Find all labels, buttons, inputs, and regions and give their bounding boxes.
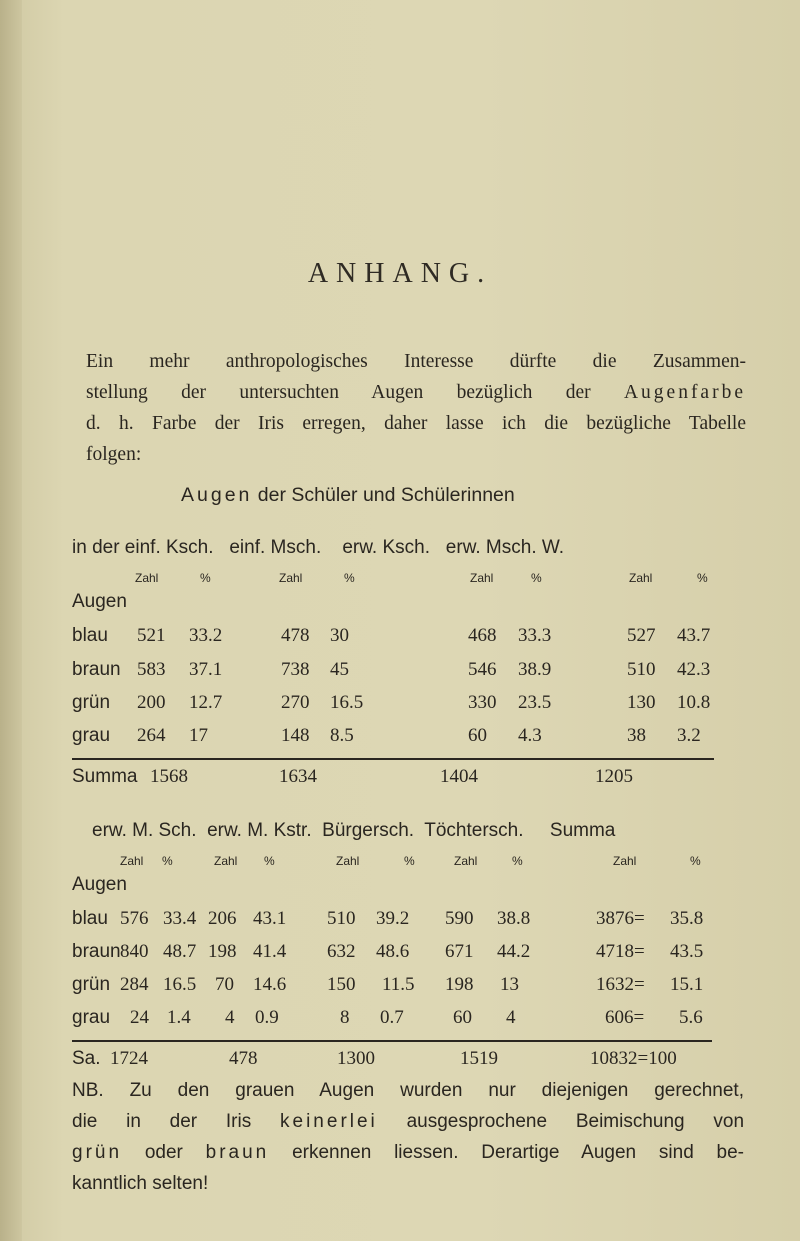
cell: 30 [330, 625, 349, 646]
intro-spaced-word: Augenfarbe [623, 382, 746, 403]
cell: 583 [137, 659, 166, 680]
cell: 150 [327, 974, 356, 995]
cell: 510 [627, 659, 656, 680]
cell: 264 [137, 725, 166, 746]
note-spaced-braun: braun [205, 1142, 270, 1163]
cell: 11.5 [382, 974, 415, 995]
cell: 4 [225, 1007, 235, 1028]
summa-value: 1404 [440, 766, 478, 787]
cell: 16.5 [330, 692, 364, 713]
row-label: grün [72, 974, 111, 995]
note-line-4: kanntlich selten! [72, 1173, 209, 1194]
cell: 15.1 [670, 974, 704, 995]
table2-sub-zahl-2: Zahl [214, 854, 238, 868]
cell: 33.2 [189, 625, 223, 646]
intro-line-1: Ein mehr anthropologisches Interesse dürfte die Zusammen- [86, 351, 746, 372]
table2-sum-rule [72, 1040, 712, 1042]
cell: 44.2 [497, 941, 531, 962]
table2-sub-pct-3: % [404, 854, 415, 868]
sa-value: 1519 [460, 1048, 498, 1069]
summa-value: 1634 [279, 766, 317, 787]
cell: 43.7 [677, 625, 711, 646]
note-line-2-text: die in der Iris [72, 1111, 252, 1132]
cell: 468 [468, 625, 497, 646]
table1-header: in der einf. Ksch. einf. Msch. erw. Ksch. erw. Msch. W. [72, 537, 565, 558]
intro-line-4: folgen: [86, 444, 142, 465]
cell: 206 [208, 908, 237, 929]
row-label: grau [72, 725, 111, 746]
cell: 270 [281, 692, 310, 713]
table2-header: erw. M. Sch. erw. M. Kstr. Bürgersch. Töchtersch. Summa [92, 820, 616, 841]
table1-sub-pct-4: % [697, 571, 708, 585]
cell: 5.6 [679, 1007, 703, 1028]
cell: 8.5 [330, 725, 354, 746]
cell: 48.6 [376, 941, 410, 962]
book-spine-shadow [0, 0, 22, 1241]
intro-line-3: d. h. Farbe der Iris erregen, daher lasse ich die bezügliche Tabelle [86, 413, 746, 434]
sa-label: Sa. [72, 1048, 101, 1069]
cell: 41.4 [253, 941, 287, 962]
sa-value: 478 [229, 1048, 258, 1069]
table1-sub-pct-3: % [531, 571, 542, 585]
intro-line-2 [86, 377, 746, 408]
row-label: blau [72, 625, 108, 646]
cell: 43.1 [253, 908, 287, 929]
table-title-spaced: Augen [181, 484, 253, 506]
cell: 3876= [596, 908, 645, 929]
cell: 521 [137, 625, 166, 646]
cell: 16.5 [163, 974, 197, 995]
table2-sub-zahl-4: Zahl [454, 854, 478, 868]
summa-label: Summa [72, 766, 138, 787]
note-paragraph [72, 1075, 744, 1199]
cell: 4.3 [518, 725, 542, 746]
table1-sub-pct-2: % [344, 571, 355, 585]
note-spaced-gruen: grün [72, 1142, 123, 1163]
cell: 48.7 [163, 941, 197, 962]
table2-sub-pct-5: % [690, 854, 701, 868]
intro-line-2-text: stellung der untersuchten Augen bezüglich der [86, 382, 591, 403]
cell: 478 [281, 625, 310, 646]
cell: 0.9 [255, 1007, 279, 1028]
sa-value: 1724 [110, 1048, 148, 1069]
note-line-3-oder: oder [144, 1142, 183, 1163]
table1-sub-zahl-3: Zahl [470, 571, 494, 585]
note-spaced-keinerlei: keinerlei [280, 1111, 378, 1132]
cell: 23.5 [518, 692, 552, 713]
cell: 738 [281, 659, 310, 680]
cell: 546 [468, 659, 497, 680]
table1-sum-rule [72, 758, 714, 760]
row-label: grün [72, 692, 111, 713]
cell: 130 [627, 692, 656, 713]
cell: 671 [445, 941, 474, 962]
cell: 200 [137, 692, 166, 713]
cell: 840 [120, 941, 149, 962]
table2-sub-pct-4: % [512, 854, 523, 868]
row-label: braun [72, 941, 121, 962]
cell: 4 [506, 1007, 516, 1028]
row-label: blau [72, 908, 108, 929]
cell: 39.2 [376, 908, 410, 929]
cell: 590 [445, 908, 474, 929]
note-line-1: NB. Zu den grauen Augen wurden nur diejenigen gerechnet, [72, 1080, 744, 1101]
cell: 38.9 [518, 659, 552, 680]
table1-sub-zahl-2: Zahl [279, 571, 303, 585]
cell: 70 [215, 974, 234, 995]
cell: 632 [327, 941, 356, 962]
cell: 33.4 [163, 908, 197, 929]
cell: 576 [120, 908, 149, 929]
table1-sub-pct-1: % [200, 571, 211, 585]
cell: 43.5 [670, 941, 704, 962]
cell: 1.4 [167, 1007, 191, 1028]
cell: 38.8 [497, 908, 531, 929]
cell: 45 [330, 659, 349, 680]
intro-paragraph [86, 346, 746, 470]
cell: 3.2 [677, 725, 701, 746]
cell: 606= [605, 1007, 645, 1028]
table2-sub-zahl-3: Zahl [336, 854, 360, 868]
cell: 510 [327, 908, 356, 929]
cell: 1632= [596, 974, 645, 995]
note-line-3-rest: erkennen liessen. Derartige Augen sind be- [292, 1142, 745, 1163]
row-label: braun [72, 659, 121, 680]
table1-sub-zahl-4: Zahl [629, 571, 653, 585]
table-title [181, 484, 515, 507]
cell: 10.8 [677, 692, 711, 713]
cell: 38 [627, 725, 646, 746]
table2-sub-zahl-5: Zahl [613, 854, 637, 868]
summa-value: 1205 [595, 766, 633, 787]
note-line-2 [72, 1106, 744, 1137]
cell: 60 [453, 1007, 472, 1028]
cell: 13 [500, 974, 519, 995]
cell: 12.7 [189, 692, 223, 713]
cell: 198 [445, 974, 474, 995]
cell: 148 [281, 725, 310, 746]
cell: 60 [468, 725, 487, 746]
page-title: ANHANG. [307, 258, 493, 289]
table2-sub-pct-1: % [162, 854, 173, 868]
cell: 198 [208, 941, 237, 962]
cell: 284 [120, 974, 149, 995]
cell: 17 [189, 725, 208, 746]
table2-sub-zahl-1: Zahl [120, 854, 144, 868]
row-label: grau [72, 1007, 111, 1028]
cell: 37.1 [189, 659, 223, 680]
table2-sub-pct-2: % [264, 854, 275, 868]
summa-value: 1568 [150, 766, 188, 787]
table2-row-label-header: Augen [72, 874, 127, 895]
table1-sub-zahl-1: Zahl [135, 571, 159, 585]
cell: 24 [130, 1007, 149, 1028]
cell: 330 [468, 692, 497, 713]
cell: 527 [627, 625, 656, 646]
cell: 14.6 [253, 974, 287, 995]
cell: 4718= [596, 941, 645, 962]
cell: 8 [340, 1007, 350, 1028]
cell: 35.8 [670, 908, 704, 929]
table-title-rest: der Schüler und Schülerinnen [252, 484, 515, 506]
note-line-3 [72, 1137, 744, 1168]
cell: 33.3 [518, 625, 552, 646]
cell: 0.7 [380, 1007, 404, 1028]
note-line-2-rest: ausgesprochene Beimischung von [406, 1111, 745, 1132]
sa-value: 10832=100 [590, 1048, 677, 1069]
sa-value: 1300 [337, 1048, 375, 1069]
table1-row-label-header: Augen [72, 591, 127, 612]
cell: 42.3 [677, 659, 711, 680]
